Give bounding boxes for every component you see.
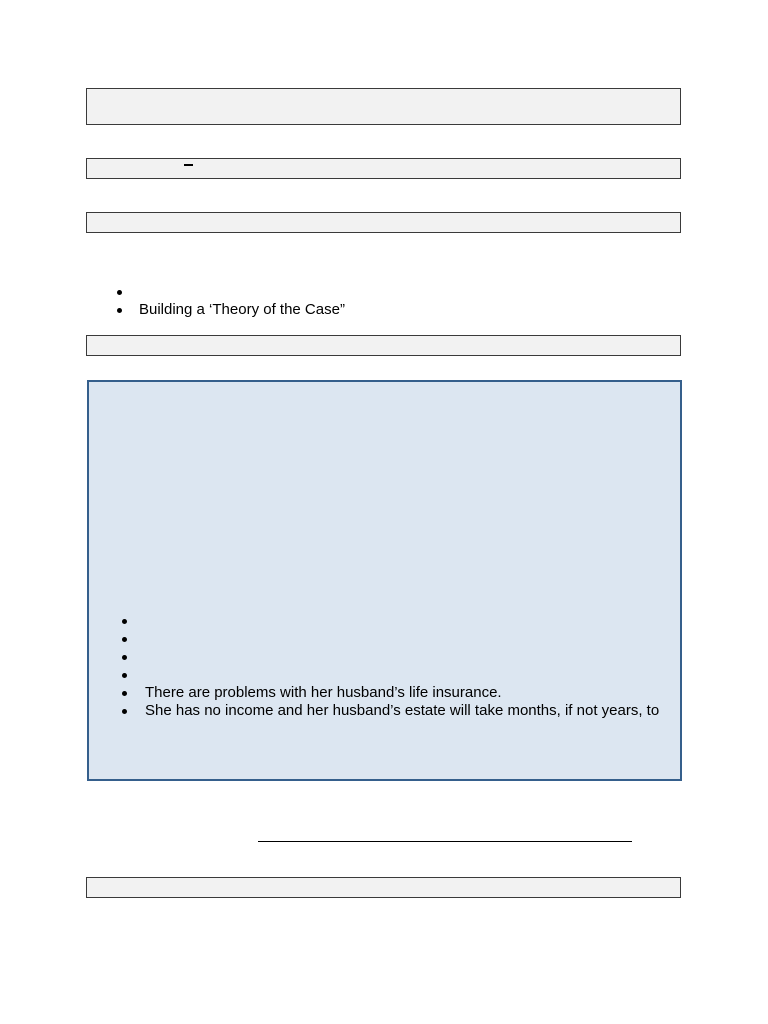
title-bar bbox=[86, 158, 681, 179]
section-bar bbox=[86, 335, 681, 356]
bullet-icon bbox=[122, 691, 127, 696]
bullet-icon bbox=[122, 709, 127, 714]
list-item-text: She has no income and her husband’s estate will take months, if not years, to bbox=[145, 702, 660, 719]
list-item bbox=[145, 648, 659, 666]
header-bar bbox=[86, 88, 681, 125]
list-item bbox=[145, 612, 659, 630]
bullet-icon bbox=[122, 673, 127, 678]
list-item bbox=[145, 666, 659, 684]
bullet-icon bbox=[117, 308, 122, 313]
theory-list bbox=[139, 283, 345, 319]
list-item bbox=[145, 684, 659, 702]
dash-mark bbox=[184, 164, 193, 166]
list-item-text: There are problems with her husband’s life insurance. bbox=[145, 684, 502, 701]
case-facts-list bbox=[145, 612, 659, 720]
bullet-icon bbox=[122, 637, 127, 642]
case-scenario-box bbox=[87, 380, 682, 781]
list-item bbox=[145, 702, 659, 720]
bullet-icon bbox=[117, 290, 122, 295]
bullet-icon bbox=[122, 619, 127, 624]
list-item bbox=[139, 283, 345, 301]
list-item bbox=[145, 630, 659, 648]
blank-fill-line bbox=[258, 841, 632, 842]
section-bar bbox=[86, 212, 681, 233]
list-item bbox=[139, 301, 345, 319]
list-item-text: Building a ‘Theory of the Case” bbox=[139, 301, 345, 318]
footer-bar bbox=[86, 877, 681, 898]
bullet-icon bbox=[122, 655, 127, 660]
